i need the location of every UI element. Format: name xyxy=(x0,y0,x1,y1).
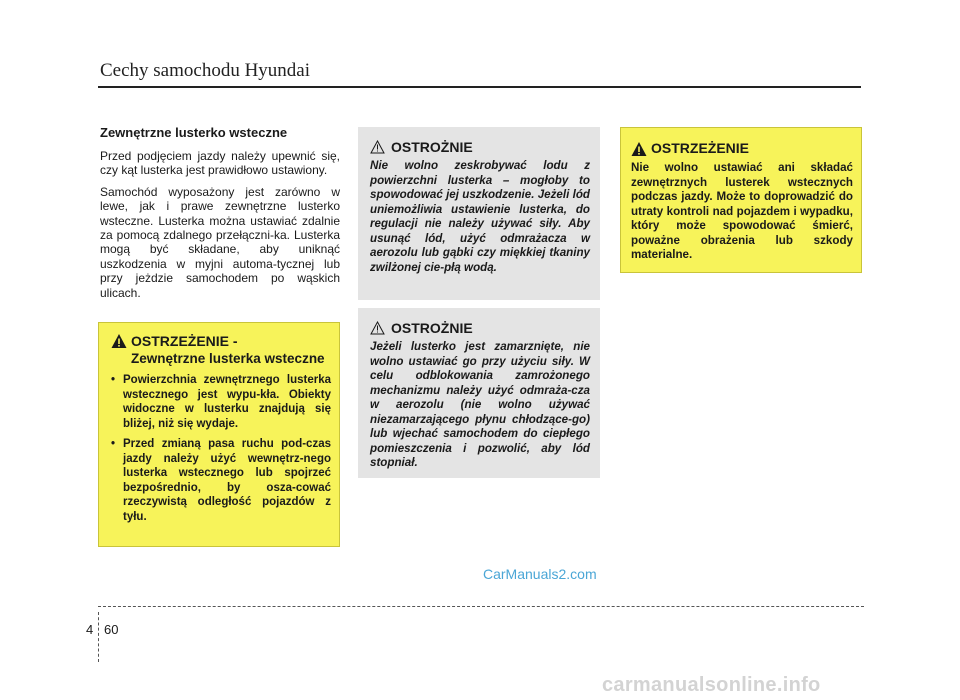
footer-rule xyxy=(98,606,864,607)
warning-text: Nie wolno ustawiać ani składać zewnętrznych lusterek wstecznych podczas jazdy. Może to doprowadzić do utraty kontroli nad pojazdem i wypadku, który może spowodować śmierć, poważne obrażenia lub szkody materialne. xyxy=(631,161,853,261)
caution-box-frozen xyxy=(358,308,600,478)
watermark-link[interactable]: CarManuals2.com xyxy=(483,566,597,582)
page-number: 60 xyxy=(104,622,119,637)
watermark-footer[interactable]: carmanualsonline.info xyxy=(602,674,821,696)
warning-title: OSTRZEŻENIE xyxy=(651,140,750,156)
caution-triangle-icon xyxy=(370,140,385,154)
warning-box-mirrors xyxy=(98,322,340,547)
paragraph-2: Samochód wyposażony jest zarówno w lewe, jak i prawe zewnętrzne lusterko wsteczne. Lusterka można ustawiać zdalnie za pomocą zdalnego przełączni-ka. Lusterka mogą być składane, aby uniknąć uszkodzenia w myjni automa-tycznej lub przy jeżdzie samochodem po wąskich ulicach. xyxy=(100,184,340,300)
warning-subtitle: Zewnętrzne lusterka wsteczne xyxy=(131,351,325,366)
warning-box-driving xyxy=(620,127,862,273)
warning-title: OSTRZEŻENIE - xyxy=(131,333,238,349)
caution-box-ice xyxy=(358,127,600,300)
section-heading: Zewnętrzne lusterko wsteczne xyxy=(100,125,288,140)
warning-title-row xyxy=(631,140,853,157)
footer-divider xyxy=(98,612,99,662)
warning-triangle-icon xyxy=(631,141,647,157)
warning-list-item: • Przed zmianą pasa ruchu pod-czas jazdy należy użyć wewnętrz-nego lusterka wstecznego lub spojrzeć bezpośrednio, by osza-cować rzeczywistą odległość pojazdów z tyłu. xyxy=(111,437,331,524)
caution-title-row xyxy=(370,320,590,336)
caution-title: OSTROŻNIE xyxy=(391,139,473,155)
header-rule xyxy=(98,86,861,88)
caution-triangle-icon xyxy=(370,321,385,335)
warning-title-row xyxy=(111,333,331,350)
caution-text: Nie wolno zeskrobywać lodu z powierzchni lusterka – mogłoby to spowodować jej uszkodzenie. Jeżeli lód uniemożliwia ustawienie lusterka, do regulacji nie należy używać siły. Aby usunąć lód, użyć odmrażacza w aerozolu lub gąbki czy miękkiej tkaniny zwilżonej cie-płą wodą. xyxy=(370,159,590,274)
warning-triangle-icon xyxy=(111,333,127,349)
left-column xyxy=(100,125,340,307)
caution-text: Jeżeli lusterko jest zamarznięte, nie wolno ustawiać go przy użyciu siły. W celu odblokowania zamrożonego mechanizmu należy użyć odmraża-cza w aerozolu (nie wolno używać niezamarzającego płynu chłodzące-go) lub wjechać samochodem do ciepłego pomieszczenia i pozwolić, aby lód stopniał. xyxy=(370,340,590,469)
paragraph-1: Przed podjęciem jazdy należy upewnić się, czy kąt lusterka jest prawidłowo ustawiony. xyxy=(100,149,340,178)
caution-title-row xyxy=(370,139,590,155)
warning-list xyxy=(111,373,331,524)
warning-list-item: • Powierzchnia zewnętrznego lusterka wstecznego jest wypu-kła. Obiekty widoczne w lusterku znajdują się bliżej, niż się wydaje. xyxy=(111,373,331,431)
caution-title: OSTROŻNIE xyxy=(391,320,473,336)
header-title: Cechy samochodu Hyundai xyxy=(100,60,311,81)
chapter-number: 4 xyxy=(86,622,94,637)
